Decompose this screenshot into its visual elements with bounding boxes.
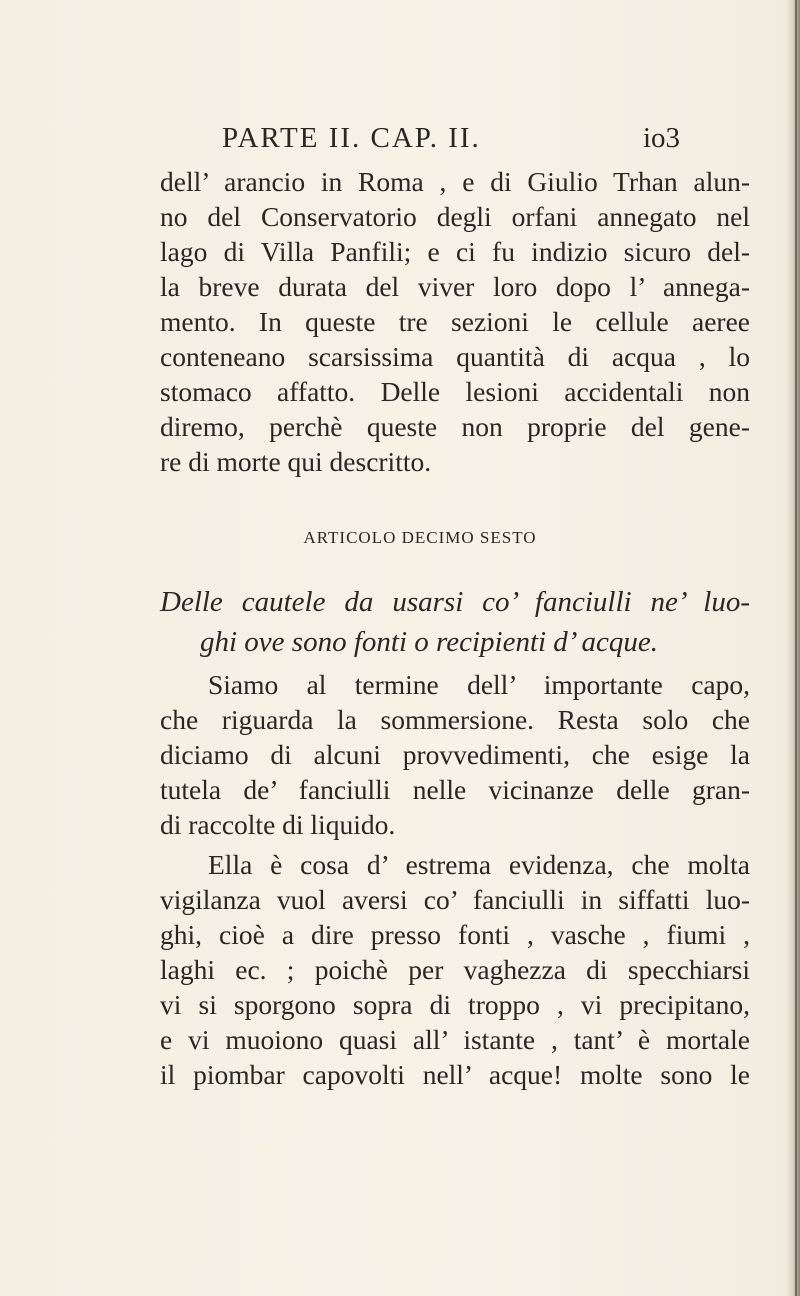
text-line: re di morte qui descritto.: [160, 446, 432, 477]
text-line: dell’ arancio in Roma , e di Giulio Trhan alun-: [160, 166, 750, 197]
text-line: diremo, perchè queste non proprie del gene-: [160, 411, 750, 442]
text-line: ghi, cioè a dire presso fonti , vasche , fiumi ,: [160, 919, 750, 950]
page-edge-line: [795, 0, 797, 1296]
text-line: di raccolte di liquido.: [160, 809, 396, 840]
paragraph-3: [160, 847, 750, 1092]
paragraph-2: [160, 667, 750, 842]
text-line: diciamo di alcuni provvedimenti, che esige la: [160, 739, 750, 770]
subtitle-line: Delle cautele da usarsi co’ fanciulli ne’ luo-: [160, 586, 750, 618]
text-line: che riguarda la sommersione. Resta solo che: [160, 704, 750, 735]
page-edge-shadow: [786, 0, 800, 1296]
subtitle-line: ghi ove sono fonti o recipienti d’ acque.: [200, 626, 658, 658]
text-line: vi si sporgono sopra di troppo , vi precipitano,: [160, 989, 750, 1020]
section-heading: ARTICOLO DECIMO SESTO: [303, 528, 537, 547]
paragraph-1: [160, 164, 750, 479]
text-line: il piombar capovolti nell’ acque! molte sono le: [160, 1059, 750, 1090]
text-line: tutela de’ fanciulli nelle vicinanze delle gran-: [160, 774, 750, 805]
text-line: conteneano scarsissima quantità di acqua , lo: [160, 341, 750, 372]
text-line: lago di Villa Panfili; e ci fu indizio sicuro del-: [160, 236, 750, 267]
text-line: Siamo al termine dell’ importante capo,: [208, 669, 750, 700]
section-subtitle: [160, 582, 750, 662]
page-header: [168, 122, 698, 162]
text-line: mento. In queste tre sezioni le cellule aeree: [160, 306, 750, 337]
text-line: laghi ec. ; poichè per vaghezza di specchiarsi: [160, 954, 750, 985]
running-head: PARTE II. CAP. II.: [222, 122, 481, 154]
text-line: Ella è cosa d’ estrema evidenza, che molta: [208, 849, 750, 880]
text-line: vigilanza vuol aversi co’ fanciulli in siffatti luo-: [160, 884, 750, 915]
text-line: e vi muoiono quasi all’ istante , tant’ è mortale: [160, 1024, 750, 1055]
page-number: io3: [642, 122, 680, 154]
text-line: stomaco affatto. Delle lesioni accidentali non: [160, 376, 750, 407]
text-line: la breve durata del viver loro dopo l’ annega-: [160, 271, 750, 302]
text-line: no del Conservatorio degli orfani annegato nel: [160, 201, 750, 232]
